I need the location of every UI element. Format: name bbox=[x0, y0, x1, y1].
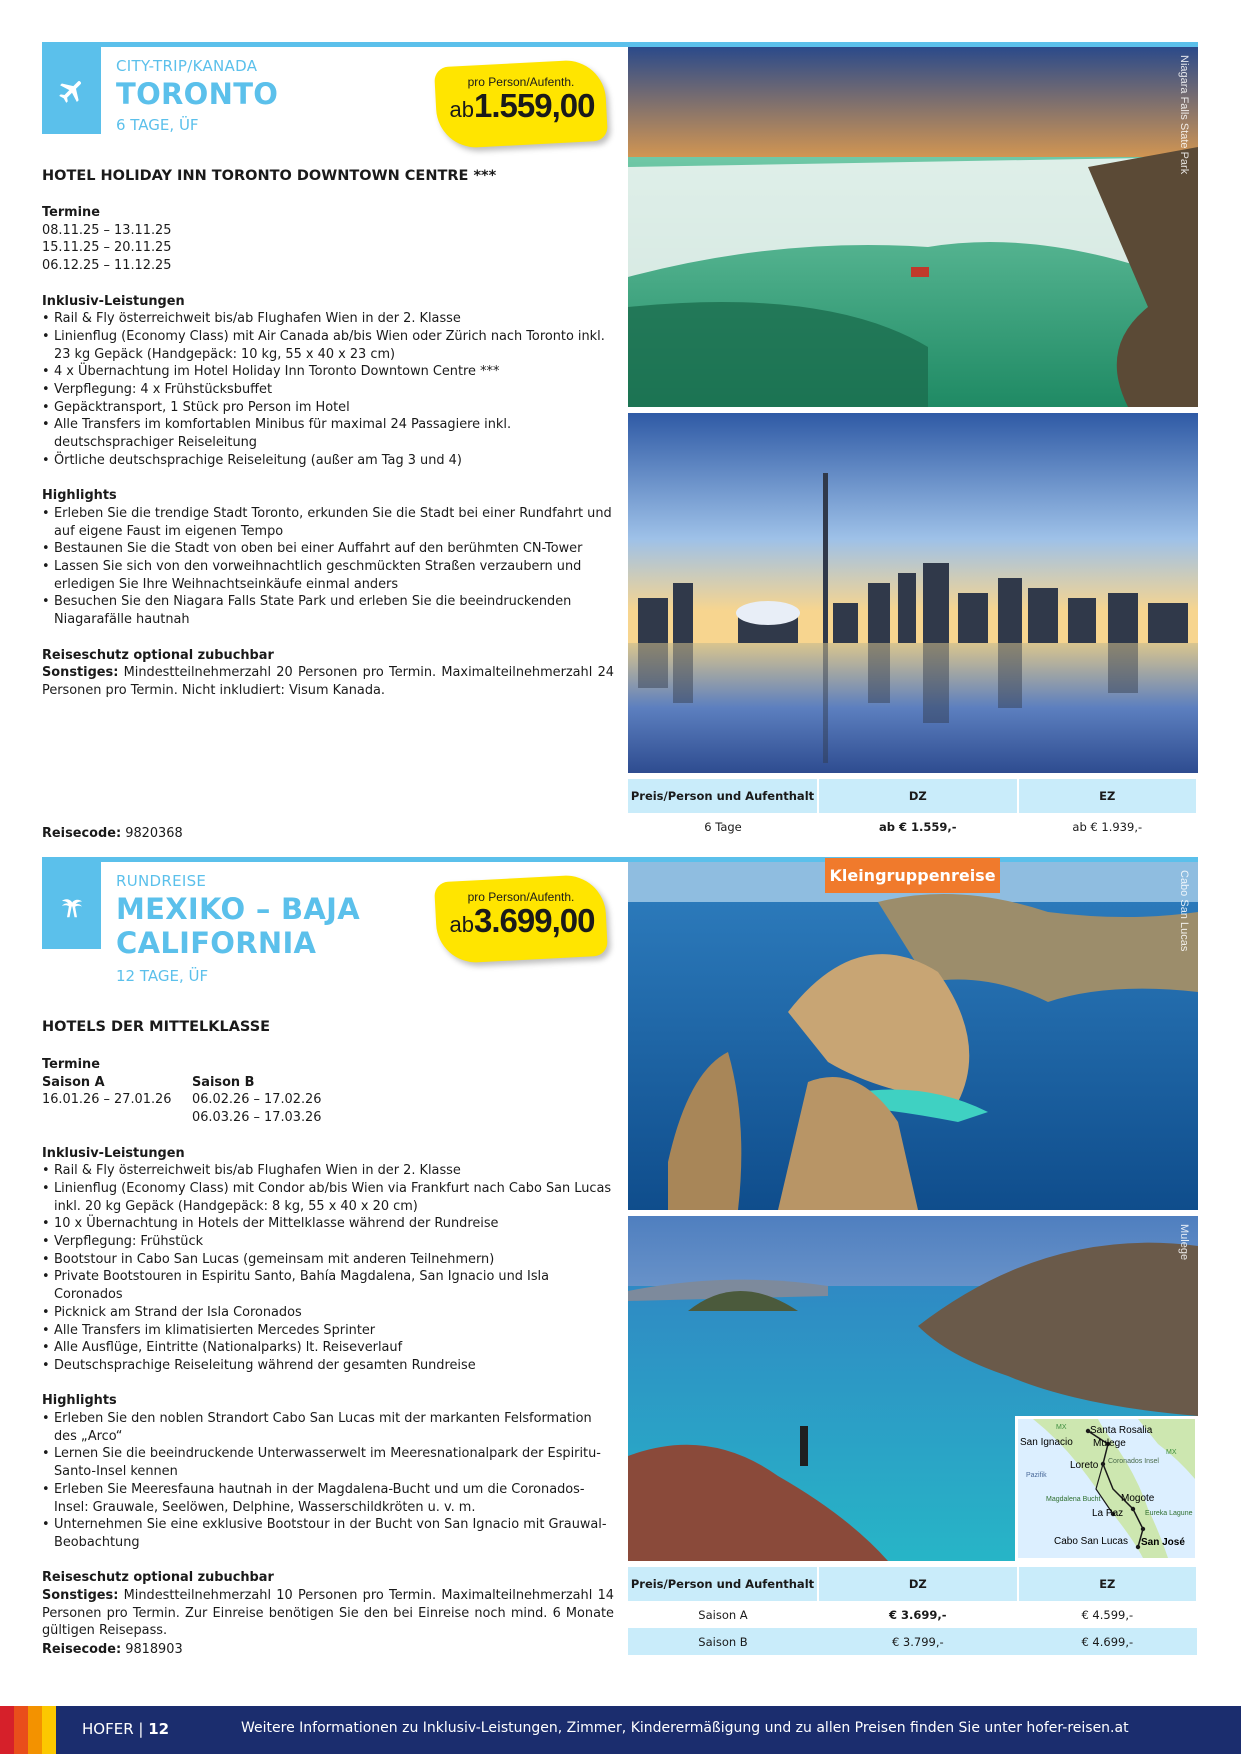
footer-color-stripes bbox=[0, 1706, 56, 1754]
offer1-icon-box bbox=[42, 47, 101, 134]
offer1-title: TORONTO bbox=[116, 77, 279, 111]
offer1-details bbox=[42, 204, 614, 700]
termin-date: 16.01.26 – 27.01.26 bbox=[42, 1092, 172, 1108]
saison-columns bbox=[42, 1074, 614, 1127]
price-badge-label: pro Person/Aufenth. bbox=[467, 890, 575, 904]
offer1-reisecode bbox=[42, 826, 183, 841]
offer1-category: CITY-TRIP/KANADA bbox=[116, 57, 258, 75]
map-label: Magdalena Bucht bbox=[1046, 1496, 1101, 1503]
list-item: • 4 x Übernachtung im Hotel Holiday Inn Toronto Downtown Centre *** bbox=[42, 363, 614, 381]
footer-brand: HOFER | 12 bbox=[82, 1720, 170, 1738]
list-item: • Picknick am Strand der Isla Coronados bbox=[42, 1304, 614, 1322]
sonstiges bbox=[42, 664, 614, 699]
termin-date: 08.11.25 – 13.11.25 bbox=[42, 222, 172, 238]
table-cell bbox=[818, 1601, 1018, 1628]
map-label: MX bbox=[1166, 1449, 1177, 1456]
reisecode-label: Reisecode: bbox=[42, 826, 122, 841]
map-label: Coronados Insel bbox=[1108, 1458, 1159, 1465]
offer2-reisecode bbox=[42, 1642, 183, 1657]
price-value: 1.559,00 bbox=[474, 87, 595, 124]
table-header: Preis/Person und Aufenthalt bbox=[628, 1567, 818, 1601]
list-item: • Alle Ausflüge, Eintritte (Nationalparks) lt. Reiseverlauf bbox=[42, 1339, 614, 1357]
map-label: Mogote bbox=[1121, 1493, 1155, 1504]
offer2-hotel-name: HOTELS DER MITTELKLASSE bbox=[42, 1019, 271, 1035]
reiseschutz: Reiseschutz optional zubuchbar bbox=[42, 647, 274, 663]
offer2-title-line2: CALIFORNIA bbox=[116, 926, 317, 960]
list-item: • Besuchen Sie den Niagara Falls State Park und erleben Sie die beeindruckenden Niagarafälle hautnah bbox=[42, 593, 614, 628]
map-label: Loreto bbox=[1070, 1460, 1099, 1471]
table-header: Preis/Person und Aufenthalt bbox=[628, 779, 818, 813]
photo-caption: Mulege bbox=[1178, 1224, 1190, 1261]
map-label: San Ignacio bbox=[1020, 1437, 1073, 1448]
list-item: • Erleben Sie die trendige Stadt Toronto, erkunden Sie die Stadt bei einer Rundfahrt und auf eigene Faust im eigenen Tempo bbox=[42, 505, 614, 540]
palm-tree-icon bbox=[57, 891, 87, 921]
price-badge-label: pro Person/Aufenth. bbox=[467, 75, 575, 89]
termin-date: 06.03.26 – 17.03.26 bbox=[192, 1110, 322, 1126]
table-cell bbox=[818, 813, 1018, 840]
table-cell: € 4.599,- bbox=[1081, 1607, 1134, 1622]
list-item: • Lernen Sie die beeindruckende Unterwasserwelt im Meeresnationalpark der Espiritu-Santo-Insel kennen bbox=[42, 1445, 614, 1480]
termine-heading: Termine bbox=[42, 205, 100, 220]
footer-info: Weitere Informationen zu Inklusiv-Leistungen, Zimmer, Kinderermäßigung und zu allen Preisen finden Sie unter hofer-reisen.at bbox=[241, 1720, 1129, 1736]
toronto-skyline-photo bbox=[628, 413, 1198, 773]
list-item: • Rail & Fly österreichweit bis/ab Flughafen Wien in der 2. Klasse bbox=[42, 310, 614, 328]
table-cell-bold: ab € 1.559,- bbox=[879, 819, 957, 834]
highlights-heading: Highlights bbox=[42, 1393, 117, 1409]
list-item: • Linienflug (Economy Class) mit Condor ab/bis Wien via Frankfurt nach Cabo San Lucas inkl. 20 kg Gepäck (Handgepäck: 8 kg, 55 x 40 x 20 cm) bbox=[42, 1180, 614, 1215]
list-item: • 10 x Übernachtung in Hotels der Mittelklasse während der Rundreise bbox=[42, 1215, 614, 1233]
offer2-details bbox=[42, 1056, 614, 1640]
list-item: • Private Bootstouren in Espiritu Santo, Bahía Magdalena, San Ignacio und Isla Coronados bbox=[42, 1268, 614, 1303]
highlights-list bbox=[42, 505, 614, 629]
highlights-heading: Highlights bbox=[42, 488, 117, 504]
map-label: Santa Rosalia bbox=[1090, 1425, 1153, 1436]
map-label: Cabo San Lucas bbox=[1054, 1536, 1128, 1547]
sonstiges-label: Sonstiges: bbox=[42, 1588, 119, 1604]
saison-a-label: Saison A bbox=[42, 1074, 105, 1090]
termine-heading: Termine bbox=[42, 1057, 100, 1072]
list-item: • Örtliche deutschsprachige Reiseleitung (außer am Tag 3 und 4) bbox=[42, 452, 614, 470]
route-map bbox=[1015, 1416, 1198, 1561]
table-header: DZ bbox=[818, 1567, 1018, 1601]
list-item: • Alle Transfers im klimatisierten Mercedes Sprinter bbox=[42, 1322, 614, 1340]
niagara-falls-photo bbox=[628, 47, 1198, 407]
photo-caption: Cabo San Lucas bbox=[1178, 870, 1190, 952]
highlights-list bbox=[42, 1410, 614, 1552]
inklusiv-heading: Inklusiv-Leistungen bbox=[42, 293, 185, 309]
sonstiges-text: Mindestteilnehmerzahl 20 Personen pro Termin. Maximalteilnehmerzahl 24 Personen pro Termin. Nicht inkludiert: Visum Kanada. bbox=[42, 665, 614, 698]
map-label: Pazifik bbox=[1026, 1472, 1047, 1479]
list-item: • Verpflegung: Frühstück bbox=[42, 1233, 614, 1251]
list-item: • Verpflegung: 4 x Frühstücksbuffet bbox=[42, 381, 614, 399]
offer2-duration: 12 TAGE, ÜF bbox=[116, 967, 209, 985]
price-value: 3.699,00 bbox=[474, 902, 595, 939]
list-item: • Linienflug (Economy Class) mit Air Canada ab/bis Wien oder Zürich nach Toronto inkl. 23 kg Gepäck (Handgepäck: 10 kg, 55 x 40 x 23 cm) bbox=[42, 328, 614, 363]
list-item: • Alle Transfers im komfortablen Minibus für maximal 24 Passagiere inkl. deutschsprachiger Reiseleitung bbox=[42, 416, 614, 451]
cabo-san-lucas-photo bbox=[628, 862, 1198, 1210]
list-item: • Deutschsprachige Reiseleitung während der gesamten Rundreise bbox=[42, 1357, 614, 1375]
table-row bbox=[628, 1601, 1197, 1628]
table-cell: 6 Tage bbox=[704, 819, 742, 834]
offer1-price-table bbox=[628, 779, 1198, 840]
offer1-hotel-name: HOTEL HOLIDAY INN TORONTO DOWNTOWN CENTRE *** bbox=[42, 168, 497, 184]
brand-name: HOFER bbox=[82, 1720, 134, 1738]
list-item: • Unternehmen Sie eine exklusive Bootstour in der Bucht von San Ignacio mit Grauwal-Beobachtung bbox=[42, 1516, 614, 1551]
offer1-duration: 6 TAGE, ÜF bbox=[116, 116, 199, 134]
sonstiges-label: Sonstiges: bbox=[42, 665, 119, 681]
table-cell: € 4.699,- bbox=[1018, 1628, 1197, 1655]
page-footer bbox=[0, 1706, 1241, 1754]
map-label: Mulege bbox=[1093, 1438, 1126, 1449]
table-row bbox=[628, 813, 1197, 840]
offer2-icon-box bbox=[42, 862, 101, 949]
map-label: MX bbox=[1056, 1424, 1067, 1431]
list-item: • Rail & Fly österreichweit bis/ab Flughafen Wien in der 2. Klasse bbox=[42, 1162, 614, 1180]
offer2-title-line1: MEXIKO – BAJA bbox=[116, 892, 361, 926]
list-item: • Bestaunen Sie die Stadt von oben bei einer Auffahrt auf den berühmten CN-Tower bbox=[42, 540, 614, 558]
offer2-category: RUNDREISE bbox=[116, 872, 207, 890]
price-prefix: ab bbox=[449, 912, 474, 937]
list-item: • Lassen Sie sich von den vorweihnachtlich geschmückten Straßen verzaubern und erledigen Sie Ihre Weihnachtseinkäufe einmal anders bbox=[42, 558, 614, 593]
offer2-price-table bbox=[628, 1567, 1198, 1655]
kleingruppenreise-badge: Kleingruppenreise bbox=[825, 858, 1000, 893]
inklusiv-list bbox=[42, 1162, 614, 1374]
page-number: 12 bbox=[148, 1720, 170, 1738]
list-item: • Bootstour in Cabo San Lucas (gemeinsam mit anderen Teilnehmern) bbox=[42, 1251, 614, 1269]
reisecode-value: 9820368 bbox=[125, 826, 183, 841]
reisecode-value: 9818903 bbox=[125, 1642, 183, 1657]
photo-caption: Niagara Falls State Park bbox=[1178, 55, 1190, 175]
termin-date: 06.12.25 – 11.12.25 bbox=[42, 258, 172, 274]
price-prefix: ab bbox=[449, 97, 474, 122]
sonstiges-text: Mindestteilnehmerzahl 10 Personen pro Termin. Maximalteilnehmerzahl 14 Personen pro Termin. Zur Einreise benötigen Sie den bei Einreise noch mind. 6 Monate gültigen Reisepass. bbox=[42, 1588, 614, 1639]
table-cell: ab € 1.939,- bbox=[1072, 819, 1143, 834]
termin-date: 15.11.25 – 20.11.25 bbox=[42, 240, 172, 256]
table-header: DZ bbox=[818, 779, 1018, 813]
table-header: EZ bbox=[1018, 1567, 1197, 1601]
list-item: • Erleben Sie den noblen Strandort Cabo San Lucas mit der markanten Felsformation des „Arco“ bbox=[42, 1410, 614, 1445]
inklusiv-heading: Inklusiv-Leistungen bbox=[42, 1145, 185, 1161]
table-cell: € 3.799,- bbox=[818, 1628, 1018, 1655]
offer2-price-badge bbox=[436, 878, 606, 960]
map-label: San José bbox=[1141, 1537, 1185, 1548]
reisecode-label: Reisecode: bbox=[42, 1642, 122, 1657]
table-cell: Saison A bbox=[698, 1607, 748, 1622]
list-item: • Gepäcktransport, 1 Stück pro Person im Hotel bbox=[42, 399, 614, 417]
table-header: EZ bbox=[1018, 779, 1197, 813]
offer1-price-badge bbox=[436, 63, 606, 145]
airplane-icon bbox=[57, 76, 87, 106]
saison-b-label: Saison B bbox=[192, 1074, 255, 1090]
map-label: La Paz bbox=[1092, 1508, 1124, 1519]
table-cell: Saison B bbox=[628, 1628, 818, 1655]
table-row bbox=[628, 1628, 1197, 1655]
termin-date: 06.02.26 – 17.02.26 bbox=[192, 1092, 322, 1108]
table-cell-bold: € 3.699,- bbox=[889, 1607, 947, 1622]
inklusiv-list bbox=[42, 310, 614, 469]
list-item: • Erleben Sie Meeresfauna hautnah in der Magdalena-Bucht und um die Coronados-Insel: Grauwale, Seelöwen, Delphine, Wasserschildkröten u. v. m. bbox=[42, 1481, 614, 1516]
map-label: Eureka Lagune bbox=[1145, 1510, 1193, 1517]
reiseschutz: Reiseschutz optional zubuchbar bbox=[42, 1570, 274, 1586]
sonstiges bbox=[42, 1587, 614, 1640]
